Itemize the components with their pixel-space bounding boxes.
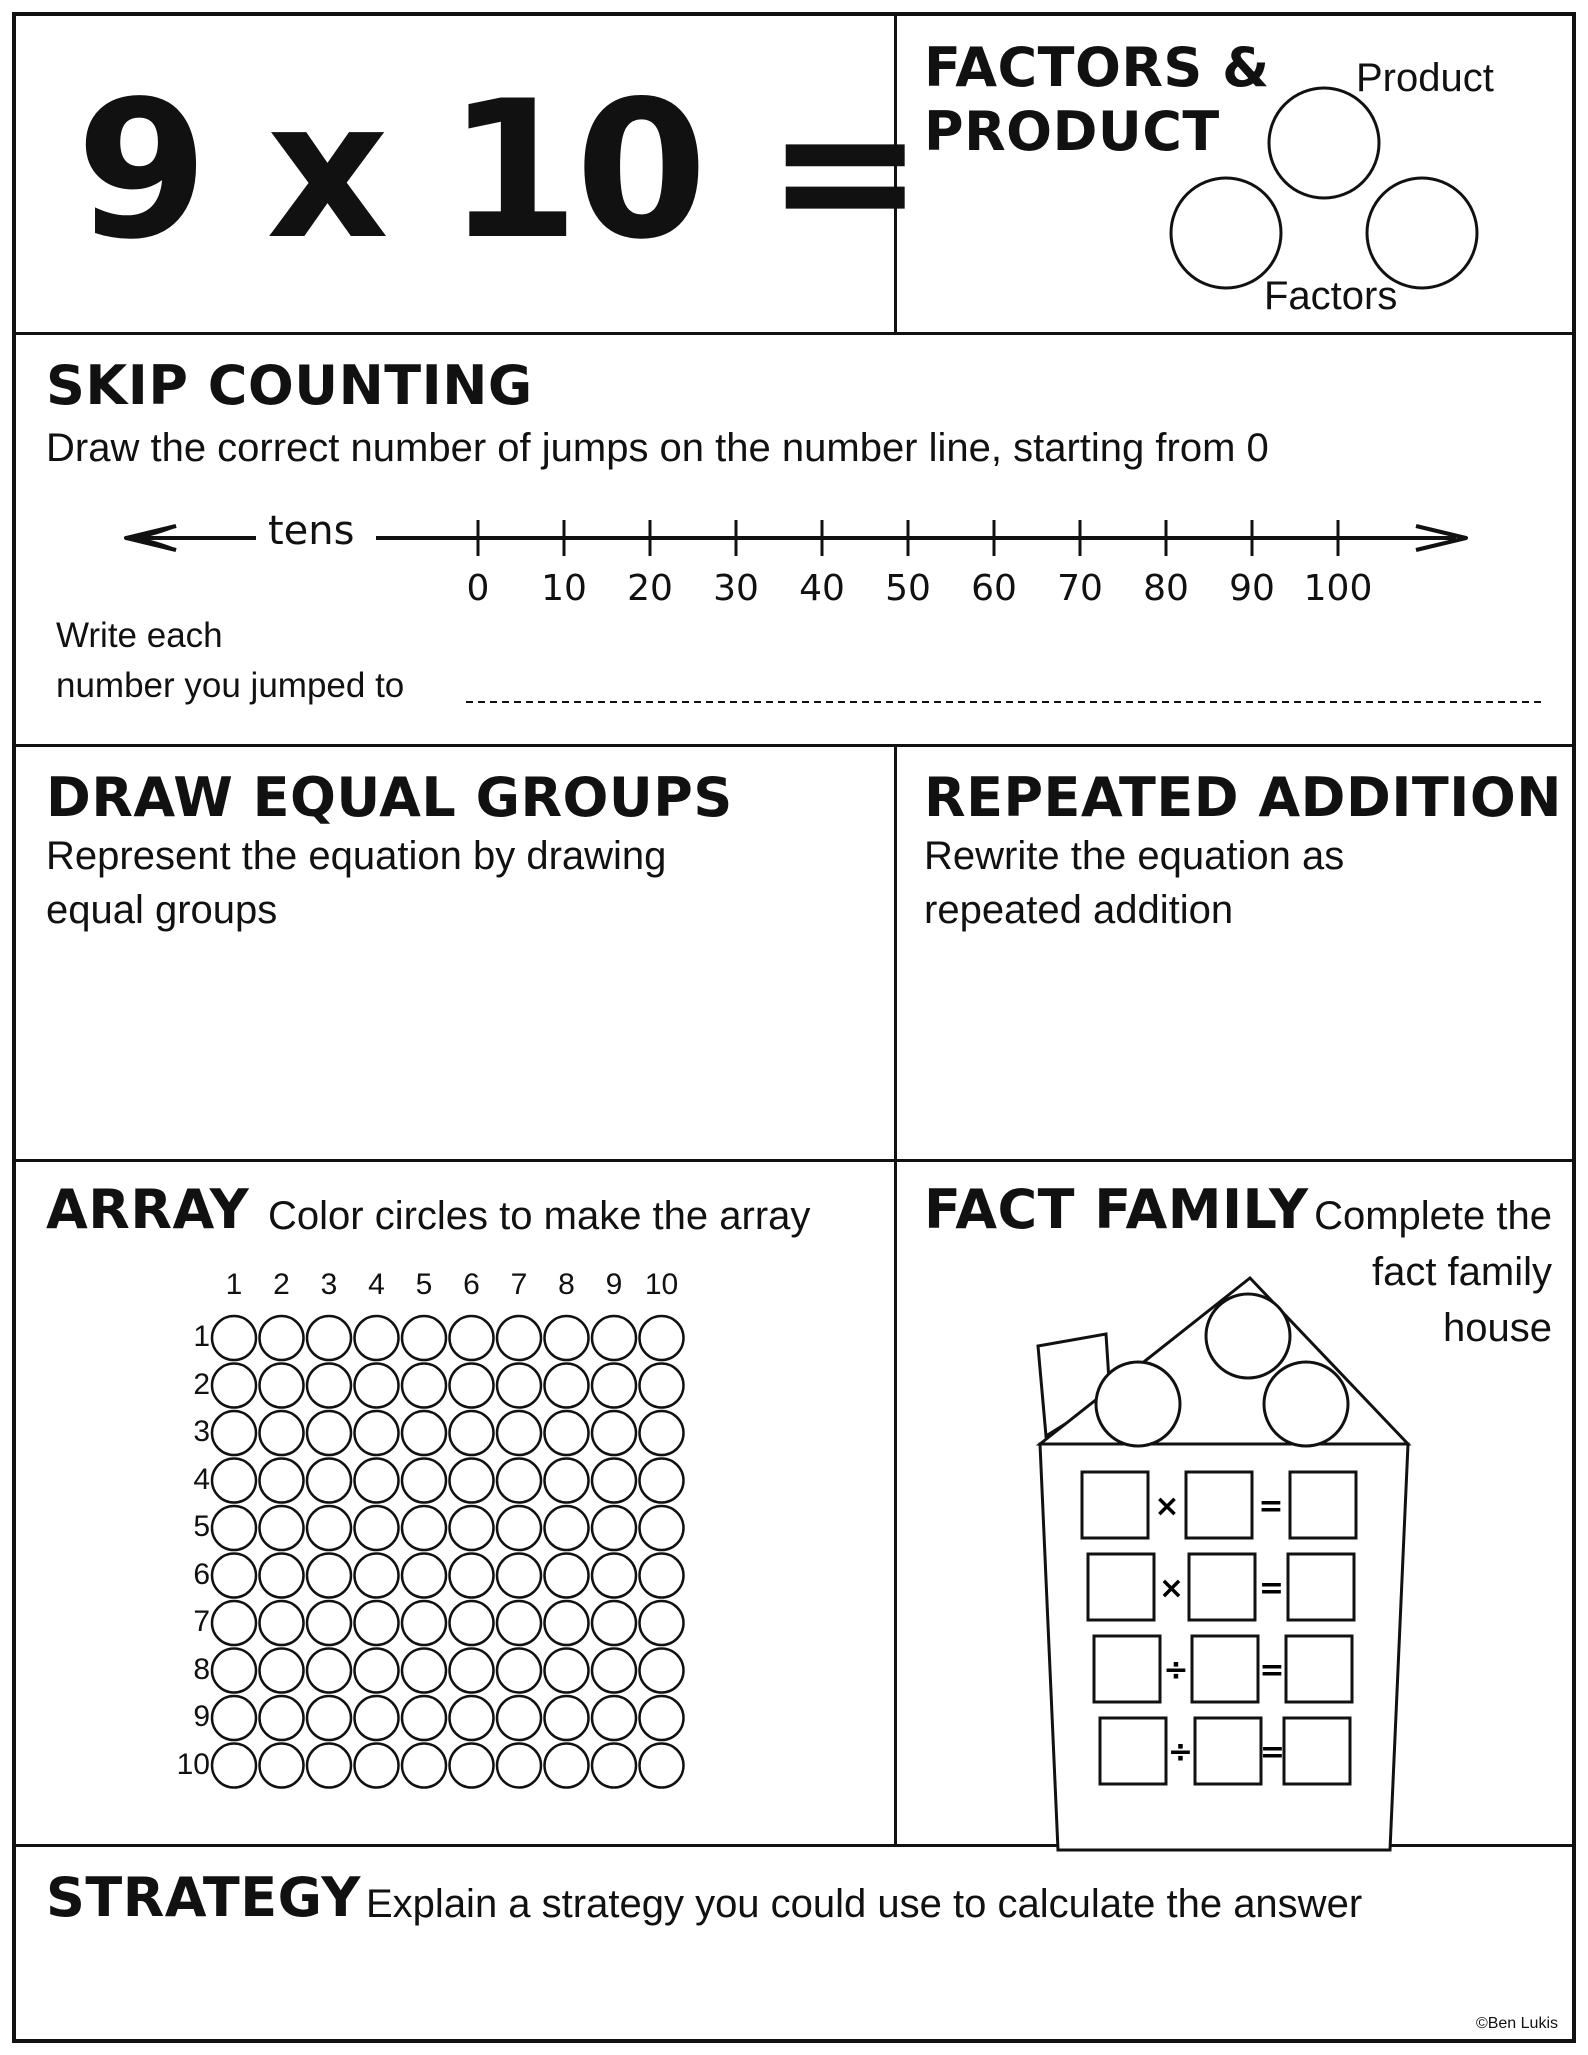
fact-family-instruction-3: house: [1443, 1306, 1552, 1350]
fact-family-equals: =: [1259, 1653, 1285, 1688]
array-column-label: 4: [368, 1268, 385, 1301]
fact-family-box[interactable]: [1186, 1472, 1252, 1538]
array-row-label: 5: [193, 1510, 210, 1543]
array-column-label: 8: [558, 1268, 575, 1301]
write-label-line1: Write each: [56, 616, 223, 655]
array-row-label: 7: [193, 1605, 210, 1638]
strategy-work-area[interactable]: [16, 1936, 1572, 2036]
repeated-addition-title: REPEATED ADDITION: [924, 766, 1562, 829]
worksheet: [12, 12, 1576, 2043]
array-row-label: 4: [193, 1462, 210, 1496]
equal-groups-instruction-1: Represent the equation by drawing: [46, 834, 667, 878]
tick-label: 60: [971, 568, 1017, 609]
tick-label: 30: [713, 568, 759, 609]
fact-family-operator: ÷: [1163, 1653, 1189, 1688]
skip-counting-title: SKIP COUNTING: [46, 354, 533, 417]
array-title: ARRAY: [46, 1178, 250, 1241]
factors-title-line2: PRODUCT: [924, 100, 1220, 163]
equal-groups-title: DRAW EQUAL GROUPS: [46, 766, 733, 829]
fact-family-box[interactable]: [1088, 1554, 1154, 1620]
fact-family-box[interactable]: [1082, 1472, 1148, 1538]
tick-label: 90: [1229, 568, 1275, 609]
fact-family-box[interactable]: [1189, 1554, 1255, 1620]
fact-family-operator: ×: [1158, 1571, 1185, 1606]
fact-family-instruction-1: Complete the: [1314, 1194, 1552, 1238]
array-column-label: 5: [415, 1268, 433, 1301]
fact-family-box[interactable]: [1288, 1554, 1354, 1620]
equation: 9 x 10 =: [76, 60, 921, 281]
fact-family-box[interactable]: [1195, 1718, 1261, 1784]
strategy-title: STRATEGY: [46, 1866, 361, 1929]
tick-label: 10: [541, 568, 587, 609]
skip-counting-instruction: Draw the correct number of jumps on the number line, starting from 0: [46, 426, 1269, 470]
roof-circle-top[interactable]: [1206, 1294, 1290, 1378]
tick-label: 0: [466, 568, 490, 609]
array-row-label: 3: [193, 1415, 210, 1448]
array-row-label: 8: [193, 1652, 210, 1686]
tick-label: 40: [799, 568, 845, 609]
write-label-line2: number you jumped to: [56, 666, 405, 705]
fact-family-house: [16, 16, 1580, 2047]
array-row-label: 1: [193, 1320, 210, 1353]
factors-title-line1: FACTORS &: [924, 36, 1270, 99]
roof-circle-right[interactable]: [1264, 1362, 1348, 1446]
array-column-label: 1: [225, 1268, 243, 1301]
fact-family-equals: =: [1258, 1489, 1284, 1524]
fact-family-box[interactable]: [1286, 1636, 1352, 1702]
fact-family-equals: =: [1258, 1571, 1285, 1606]
fact-family-box[interactable]: [1192, 1636, 1258, 1702]
fact-family-title: FACT FAMILY: [924, 1178, 1309, 1241]
repeated-addition-instruction-2: repeated addition: [924, 888, 1234, 932]
fact-family-box[interactable]: [1094, 1636, 1160, 1702]
array-column-label: 3: [320, 1268, 338, 1301]
array-row-label: 6: [193, 1557, 210, 1591]
factors-label: Factors: [1264, 274, 1398, 318]
fact-family-box[interactable]: [1284, 1718, 1350, 1784]
fact-family-box[interactable]: [1290, 1472, 1356, 1538]
tick-label: 20: [627, 568, 673, 609]
tick-label: 100: [1303, 568, 1373, 609]
roof-circle-left[interactable]: [1096, 1362, 1180, 1446]
tick-label: 70: [1057, 568, 1103, 609]
fact-family-equals: =: [1259, 1735, 1286, 1770]
array-row-label: 10: [176, 1747, 210, 1781]
array-row-label: 2: [193, 1367, 210, 1401]
array-instruction: Color circles to make the array: [268, 1194, 811, 1238]
fact-family-box[interactable]: [1100, 1718, 1166, 1784]
equal-groups-instruction-2: equal groups: [46, 888, 278, 932]
tick-label: 50: [885, 568, 931, 609]
array-column-label: 10: [644, 1268, 679, 1301]
array-column-label: 2: [273, 1268, 290, 1301]
array-column-label: 7: [510, 1268, 528, 1301]
fact-family-operator: ×: [1154, 1489, 1180, 1524]
array-column-label: 9: [605, 1268, 623, 1301]
tick-label: 80: [1143, 568, 1189, 609]
array-column-label: 6: [463, 1268, 480, 1301]
fact-family-operator: ÷: [1167, 1735, 1194, 1770]
fact-family-instruction-2: fact family: [1371, 1250, 1552, 1294]
repeated-addition-instruction-1: Rewrite the equation as: [924, 834, 1345, 878]
strategy-instruction: Explain a strategy you could use to calculate the answer: [366, 1882, 1363, 1926]
number-line-label: tens: [268, 508, 355, 554]
product-label: Product: [1356, 56, 1494, 100]
array-row-label: 9: [193, 1700, 210, 1733]
credit: ©Ben Lukis: [1475, 2015, 1558, 2032]
